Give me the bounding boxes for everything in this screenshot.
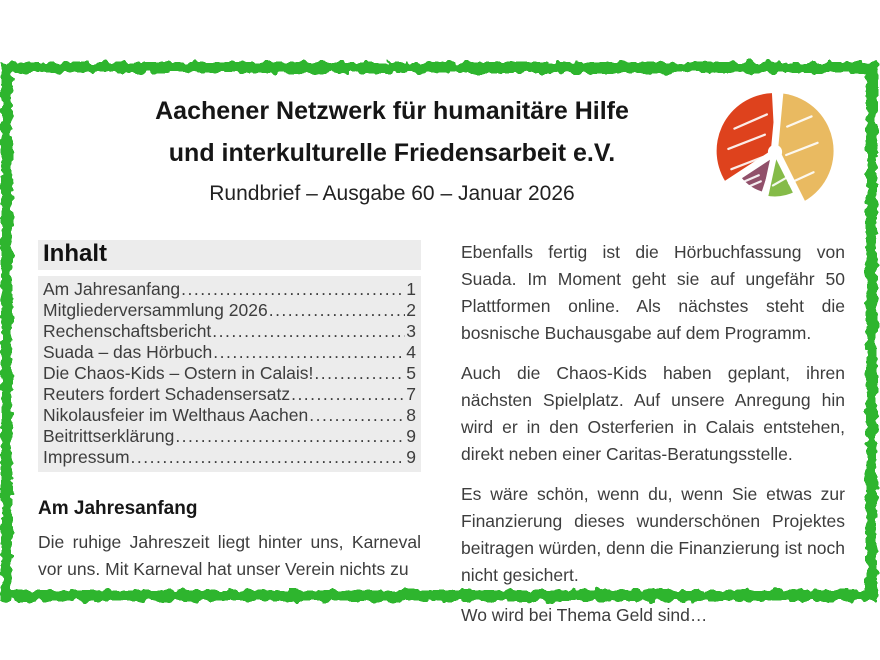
toc-entry-page: 9 (406, 447, 416, 467)
toc-entry (43, 405, 416, 426)
toc-entry-page: 9 (406, 426, 416, 446)
toc-entry (43, 363, 416, 384)
toc-dot-leader (131, 447, 406, 468)
toc-dot-leader (213, 342, 405, 363)
toc-entry (43, 447, 416, 468)
toc-entry-page: 5 (406, 363, 416, 383)
toc-dot-leader (291, 384, 405, 405)
org-title-line2: und interkulturelle Friedensarbeit e.V. (168, 139, 616, 167)
left-column (38, 240, 421, 583)
right-column (461, 239, 845, 642)
toc-entry-label: Am Jahresanfang (43, 279, 181, 299)
toc-entry (43, 426, 416, 447)
toc-entry-page: 2 (406, 300, 416, 320)
toc-list (38, 276, 421, 472)
peace-pie-icon (704, 92, 846, 218)
toc-entry-page: 1 (406, 279, 416, 299)
body-paragraph: Wo wird bei Thema Geld sind… (461, 605, 708, 625)
toc-entry-page: 7 (406, 384, 416, 404)
toc-entry-label: Impressum (43, 447, 130, 467)
toc-entry (43, 342, 416, 363)
toc-entry-label: Suada – das Hörbuch (43, 342, 213, 362)
toc-entry-label: Reuters fordert Schadensersatz (43, 384, 291, 404)
body-paragraph: Es wäre schön, wenn du, wenn Sie etwas zur Finanzierung dieses wunderschönen Projektes beitragen würden, denn die Finanzierung ist noch nicht gesichert. (461, 484, 845, 585)
toc-entry (43, 321, 416, 342)
toc-dot-leader (309, 405, 405, 426)
issue-subtitle: Rundbrief – Ausgabe 60 – Januar 2026 (209, 182, 575, 205)
toc-dot-leader (175, 426, 405, 447)
toc-dot-leader (212, 321, 405, 342)
toc-entry-label: Die Chaos-Kids – Ostern in Calais! (43, 363, 314, 383)
org-title-line1: Aachener Netzwerk für humanitäre Hilfe (155, 97, 629, 125)
toc-entry-label: Nikolausfeier im Welthaus Aachen (43, 405, 309, 425)
toc-dot-leader (269, 300, 406, 321)
article-body: Die ruhige Jahreszeit liegt hinter uns, Karneval vor uns. Mit Karneval hat unser Verein nichts zu (38, 532, 421, 579)
toc-entry-page: 4 (406, 342, 416, 362)
toc-dot-leader (314, 363, 405, 384)
toc-entry (43, 279, 416, 300)
body-paragraph: Ebenfalls fertig ist die Hörbuchfassung von Suada. Im Moment geht sie auf ungefähr 50 Plattformen online. Als nächstes steht die bosnische Buchausgabe auf dem Programm. (461, 242, 845, 343)
toc-entry (43, 300, 416, 321)
toc-entry-label: Mitgliederversammlung 2026 (43, 300, 268, 320)
toc-entry-label: Rechenschaftsbericht (43, 321, 212, 341)
toc-dot-leader (181, 279, 405, 300)
toc-entry-page: 8 (406, 405, 416, 425)
toc-entry (43, 384, 416, 405)
masthead (108, 98, 676, 206)
toc-entry-page: 3 (406, 321, 416, 341)
org-logo (704, 92, 846, 218)
article-heading: Am Jahresanfang (38, 498, 198, 519)
toc-heading: Inhalt (38, 240, 421, 270)
body-paragraph: Auch die Chaos-Kids haben geplant, ihren nächsten Spielplatz. Auf unsere Anregung hin wird er in den Osterferien in Calais entstehen, direkt neben einer Caritas-Beratungsstelle. (461, 363, 845, 464)
toc-entry-label: Beitrittserklärung (43, 426, 175, 446)
